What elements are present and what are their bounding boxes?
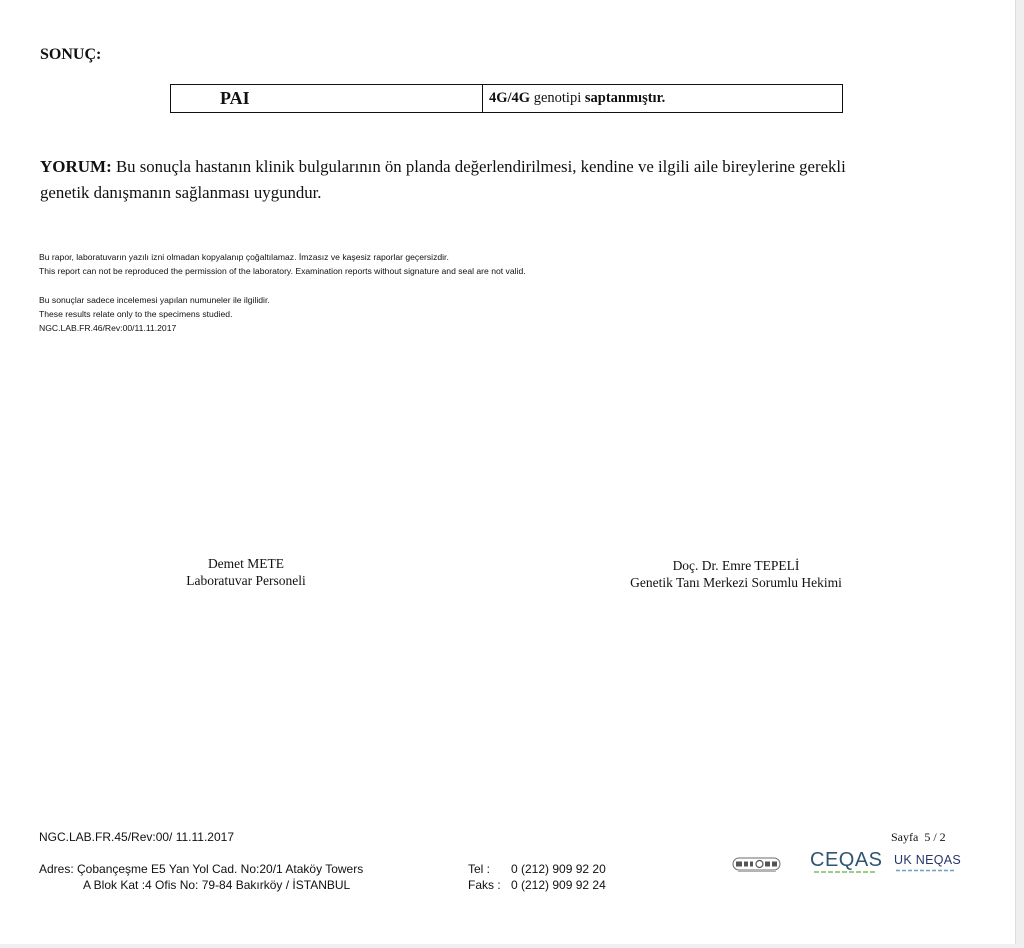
signature-lab-staff	[146, 555, 346, 589]
comment-heading: YORUM:	[40, 157, 112, 176]
result-middle-text: genotipi	[530, 90, 585, 106]
fax-label: Faks :	[468, 878, 501, 892]
address-line-1: Adres: Çobançeşme E5 Yan Yol Cad. No:20/1 Ataköy Towers	[39, 862, 364, 876]
result-table	[170, 84, 843, 113]
tel-label: Tel :	[468, 862, 491, 876]
address-line-2: A Blok Kat :4 Ofis No: 79-84 Bakırköy / İSTANBUL	[83, 878, 351, 892]
signature-title: Genetik Tanı Merkezi Sorumlu Hekimi	[630, 575, 842, 590]
comment-text-2: genetik danışmanın sağlanması uygundur.	[40, 183, 322, 202]
notice-form-code: NGC.LAB.FR.46/Rev:00/11.11.2017	[39, 323, 177, 333]
page-number: Sayfa 5 / 2	[891, 830, 946, 844]
page-edge-right	[1015, 0, 1024, 948]
signature-name: Doç. Dr. Emre TEPELİ	[672, 558, 800, 573]
notice-scope-tr: Bu sonuçlar sadece incelemesi yapılan numuneler ile ilgilidir.	[39, 295, 270, 305]
notice-scope-en: These results relate only to the specimens studied.	[39, 309, 233, 319]
test-name-cell	[171, 85, 483, 112]
signature-physician	[586, 557, 886, 591]
fax-number: 0 (212) 909 92 24	[511, 878, 606, 892]
footer-form-code: NGC.LAB.FR.45/Rev:00/ 11.11.2017	[39, 830, 234, 844]
comment-line-1	[40, 157, 846, 177]
signature-name: Demet METE	[207, 556, 285, 571]
ceqas-logo-subtitle	[814, 870, 876, 874]
result-value-cell	[483, 85, 842, 112]
tel-number: 0 (212) 909 92 20	[511, 862, 606, 876]
accreditation-logo	[732, 856, 782, 873]
uk-neqas-logo-subtitle	[896, 868, 954, 873]
result-status: saptanmıştır.	[584, 90, 666, 106]
notice-copy-tr: Bu rapor, laboratuvarın yazılı izni olmadan kopyalanıp çoğaltılamaz. İmzasız ve kaşesiz raporlar geçersizdir.	[39, 252, 449, 262]
signature-title: Laboratuvar Personeli	[186, 573, 306, 588]
ceqas-logo: CEQAS	[810, 849, 883, 871]
page-edge-bottom	[0, 944, 1024, 948]
comment-text-1: Bu sonuçla hastanın klinik bulgularının ön planda değerlendirilmesi, kendine ve ilgili aile bireylerine gerekli	[115, 157, 846, 176]
uk-neqas-logo: UK NEQAS	[894, 853, 961, 867]
genotype: 4G/4G	[489, 90, 531, 106]
test-name: PAI	[220, 88, 250, 108]
result-heading: SONUÇ:	[40, 46, 102, 63]
notice-copy-en: This report can not be reproduced the permission of the laboratory. Examination reports without signature and seal are not valid.	[39, 266, 526, 276]
